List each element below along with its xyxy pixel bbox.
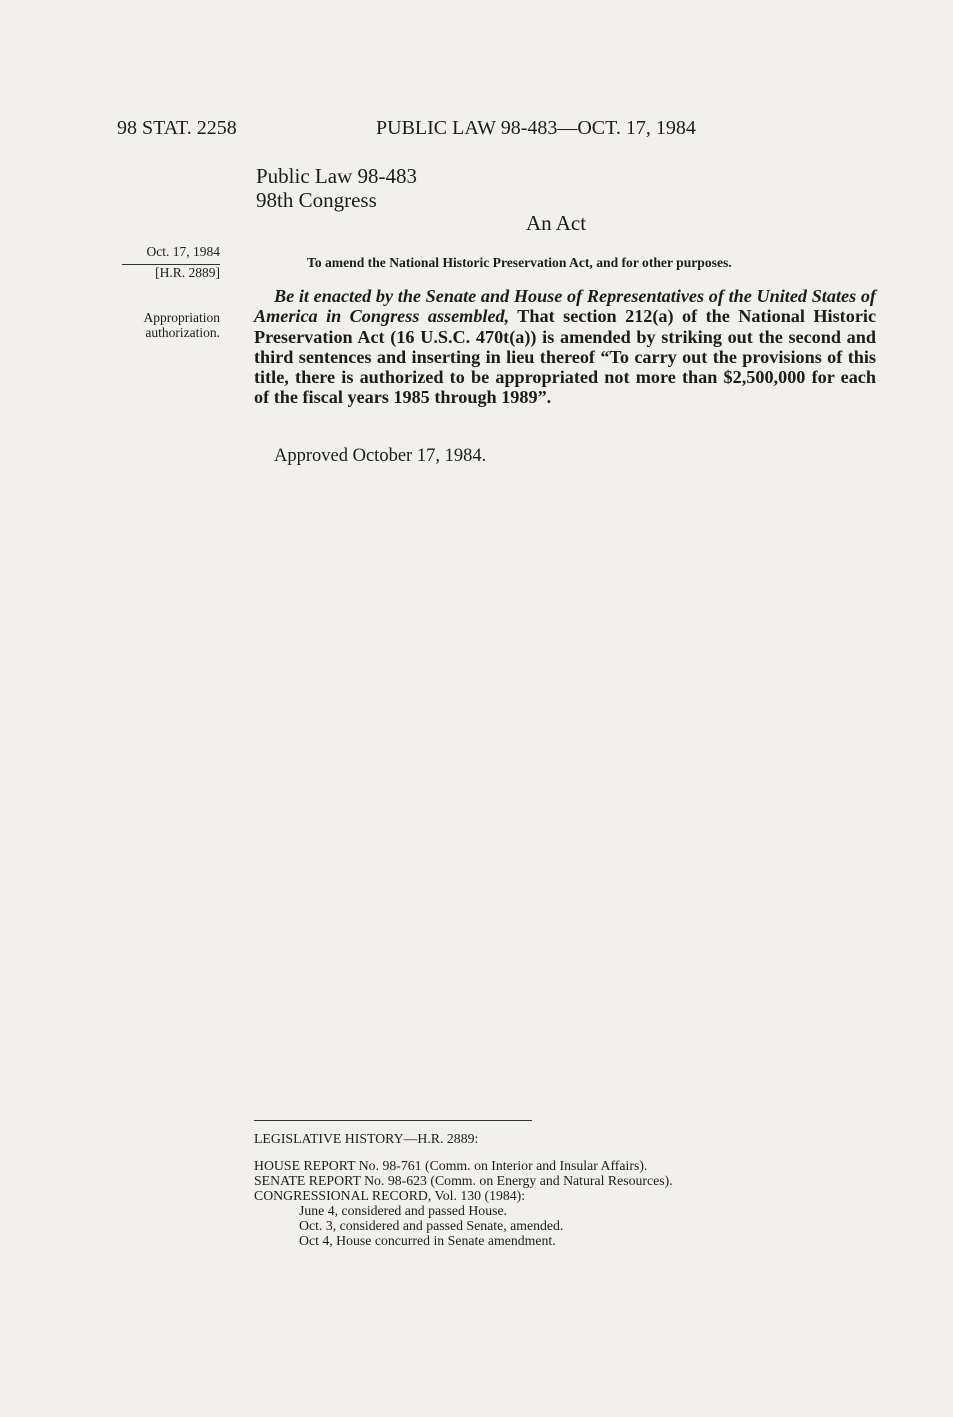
- section-text: That section 212(a) of the National Historic Preservation Act (16 U.S.C. 470t(a)) is amended by striking out the second and third sentences and inserting in lieu thereof “To carry out the provisions of this title, there is authorized to be appropriated not more than $2,500,000 for each of the fiscal years 1985 through 1989”.: [254, 306, 877, 408]
- legislative-history-heading: LEGISLATIVE HISTORY—H.R. 2889:: [254, 1131, 479, 1146]
- act-purpose: To amend the National Historic Preservation Act, and for other purposes.: [307, 255, 732, 270]
- legislative-history-divider: [254, 1120, 532, 1121]
- history-action: June 4, considered and passed House.: [299, 1203, 508, 1218]
- public-law-number: Public Law 98-483: [256, 164, 417, 188]
- congressional-record: CONGRESSIONAL RECORD, Vol. 130 (1984):: [254, 1188, 526, 1203]
- approval-date: Approved October 17, 1984.: [274, 446, 487, 466]
- margin-date: Oct. 17, 1984: [146, 244, 220, 259]
- margin-topic-line1: Appropriation: [143, 310, 220, 325]
- history-action: Oct 4, House concurred in Senate amendment.: [299, 1233, 556, 1248]
- act-label: An Act: [526, 211, 587, 235]
- senate-report: SENATE REPORT No. 98-623 (Comm. on Energy and Natural Resources).: [254, 1173, 673, 1188]
- enacting-clause: Be it enacted by the Senate and House of Representatives of the United States of America in Congress assembled,: [254, 286, 876, 327]
- act-body: [254, 286, 876, 408]
- margin-bill-number: [H.R. 2889]: [155, 265, 220, 280]
- congress-number: 98th Congress: [256, 188, 377, 212]
- page-stat-citation: 98 STAT. 2258: [117, 117, 237, 139]
- house-report: HOUSE REPORT No. 98-761 (Comm. on Interior and Insular Affairs).: [254, 1158, 648, 1173]
- history-action: Oct. 3, considered and passed Senate, amended.: [299, 1218, 564, 1233]
- running-header: PUBLIC LAW 98-483—OCT. 17, 1984: [376, 117, 696, 139]
- margin-topic-line2: authorization.: [145, 325, 220, 340]
